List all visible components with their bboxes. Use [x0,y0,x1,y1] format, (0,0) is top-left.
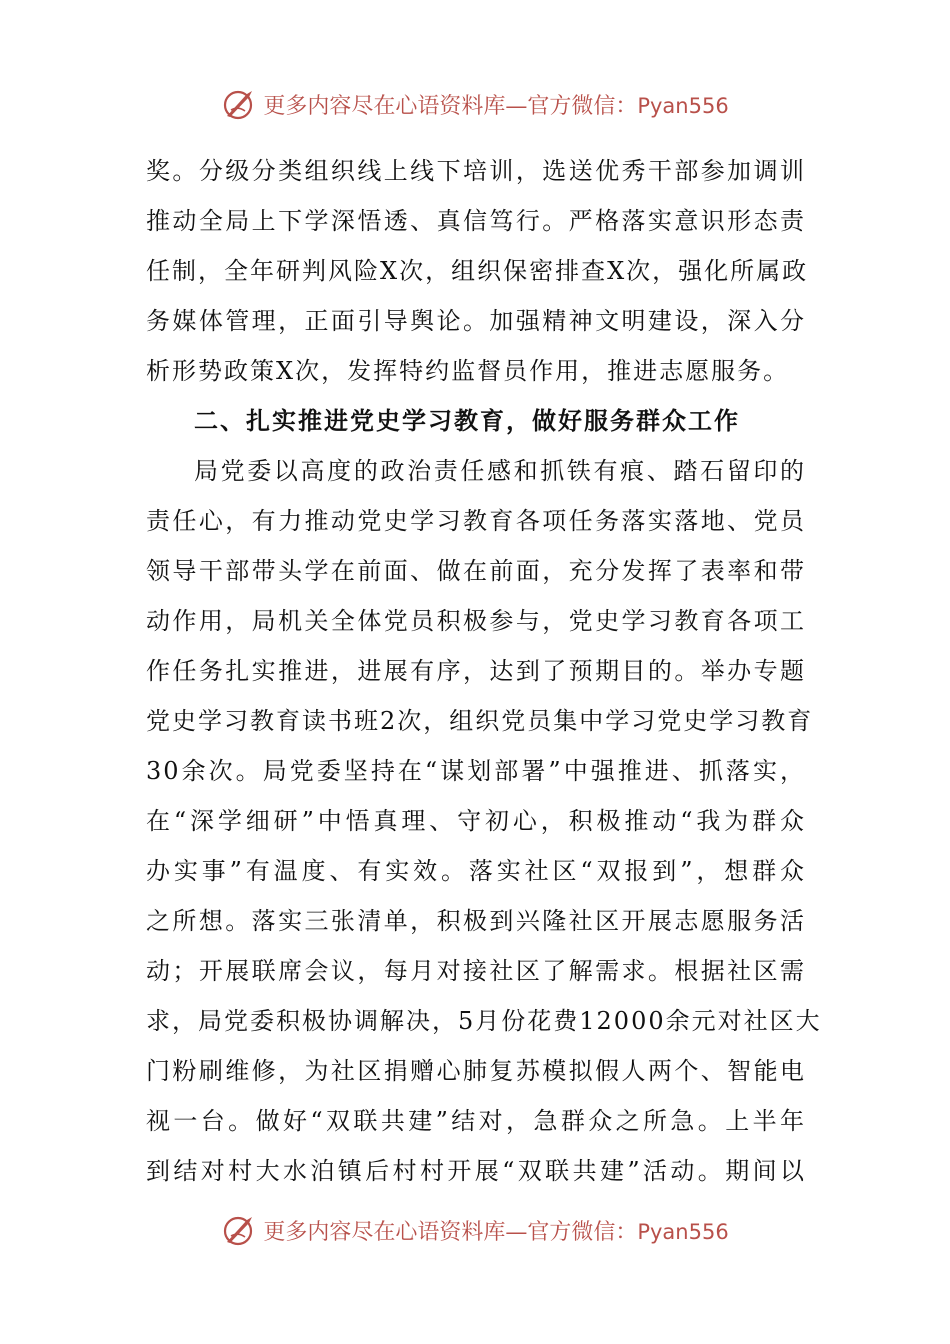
paragraph-line: 在“深学细研”中悟真理、守初心，积极推动“我为群众 [146,807,806,835]
pen-circle-logo-icon [221,86,257,122]
paragraph-line: 动；开展联席会议，每月对接社区了解需求。根据社区需 [146,957,806,985]
footer-watermark-text [263,1215,728,1246]
paragraph-line: 奖。分级分类组织线上线下培训，选送优秀干部参加调训 [146,157,806,185]
paragraph-line: 责任心，有力推动党史学习教育各项任务落实落地、党员 [146,507,806,535]
header-watermark-label: 更多内容尽在心语资料库—官方微信： [263,93,638,119]
paragraph-line: 领导干部带头学在前面、做在前面，充分发挥了表率和带 [146,557,806,585]
header-watermark-banner [0,82,950,126]
paragraph-line: 视一台。做好“双联共建”结对，急群众之所急。上半年 [146,1107,806,1135]
paragraph-line: 局党委以高度的政治责任感和抓铁有痕、踏石留印的 [194,457,806,485]
header-watermark-inner [221,86,728,122]
footer-watermark-label: 更多内容尽在心语资料库—官方微信： [263,1219,638,1245]
paragraph-line: 推动全局上下学深悟透、真信笃行。严格落实意识形态责 [146,207,806,235]
paragraph-line: 求，局党委积极协调解决，5月份花费12000余元对社区大 [146,1007,822,1035]
paragraph-line: 务媒体管理，正面引导舆论。加强精神文明建设，深入分 [146,307,806,335]
paragraph-line: 30余次。局党委坚持在“谋划部署”中强推进、抓落实， [146,757,806,785]
paragraph-line: 析形势政策X次，发挥特约监督员作用，推进志愿服务。 [146,357,790,385]
pen-circle-logo-icon [221,1212,257,1248]
header-watermark-handle: Pyan556 [637,93,729,118]
paragraph-line: 作任务扎实推进，进展有序，达到了预期目的。举办专题 [146,657,806,685]
section-heading: 二、扎实推进党史学习教育，做好服务群众工作 [194,407,740,435]
paragraph-line: 党史学习教育读书班2次，组织党员集中学习党史学习教育 [146,707,814,735]
footer-watermark-handle: Pyan556 [637,1219,729,1244]
paragraph-line: 办实事”有温度、有实效。落实社区“双报到”，想群众 [146,857,806,885]
footer-watermark-banner [0,1208,950,1252]
header-watermark-text [263,89,728,120]
document-body [146,146,822,1196]
footer-watermark-inner [221,1212,728,1248]
paragraph-line: 动作用，局机关全体党员积极参与，党史学习教育各项工 [146,607,806,635]
paragraph-line: 到结对村大水泊镇后村村开展“双联共建”活动。期间以 [146,1157,806,1185]
paragraph-line: 之所想。落实三张清单，积极到兴隆社区开展志愿服务活 [146,907,806,935]
paragraph-line: 门粉刷维修，为社区捐赠心肺复苏模拟假人两个、智能电 [146,1057,806,1085]
paragraph-line: 任制，全年研判风险X次，组织保密排查X次，强化所属政 [146,257,809,285]
